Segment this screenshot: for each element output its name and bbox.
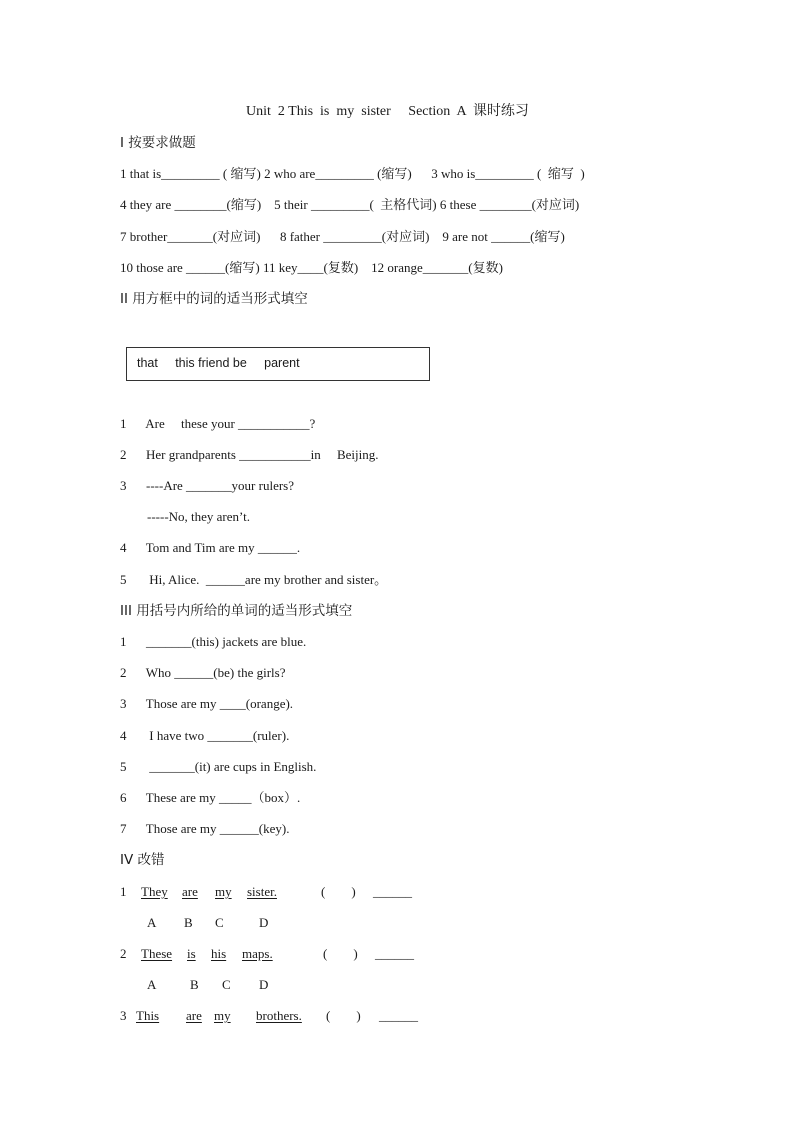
- correction-1-choice-paren: ( ): [321, 884, 356, 899]
- correction-1-number: 1: [120, 884, 127, 899]
- section-1-row-2: 4 they are ________(缩写) 5 their _________( 主格代词) 6 these ________(对应词): [120, 197, 580, 212]
- correction-3-answer-blank: ______: [379, 1008, 418, 1023]
- section-2-heading: II 用方框中的词的适当形式填空: [120, 291, 308, 307]
- correction-1-label-d: D: [259, 915, 269, 930]
- correction-2-label-b: B: [190, 977, 199, 992]
- correction-1-label-c: C: [215, 915, 224, 930]
- word-box: [126, 347, 430, 381]
- section-3-item-1: 1 _______(this) jackets are blue.: [120, 634, 307, 649]
- section-2-item-3: 3 ----Are _______your rulers?: [120, 478, 295, 493]
- section-3-item-7: 7 Those are my ______(key).: [120, 821, 290, 836]
- correction-3-choice-paren: ( ): [326, 1008, 361, 1023]
- section-2-item-4: 4 Tom and Tim are my ______.: [120, 540, 301, 555]
- correction-2-choice-paren: ( ): [323, 946, 358, 961]
- section-1-heading: I 按要求做题: [120, 135, 196, 151]
- section-1-row-4: 10 those are ______(缩写) 11 key____(复数) 12 orange_______(复数): [120, 260, 503, 275]
- correction-2-number: 2: [120, 946, 127, 961]
- section-1-row-3: 7 brother_______(对应词) 8 father _________(对应词) 9 are not ______(缩写): [120, 229, 565, 244]
- correction-2-word-c: his: [211, 946, 227, 961]
- section-3-item-2: 2 Who ______(be) the girls?: [120, 665, 286, 680]
- section-3-heading: III 用括号内所给的单词的适当形式填空: [120, 603, 353, 619]
- word-box-text: that this friend be parent: [137, 356, 300, 370]
- section-2-item-2: 2 Her grandparents ___________in Beijing.: [120, 447, 379, 462]
- correction-1-answer-blank: ______: [373, 884, 412, 899]
- correction-3-word-c: my: [214, 1008, 231, 1023]
- section-3-item-6: 6 These are my _____（box）.: [120, 790, 301, 805]
- correction-1-word-b: are: [182, 884, 198, 899]
- correction-1-word-c: my: [215, 884, 232, 899]
- correction-1-label-a: A: [147, 915, 157, 930]
- correction-2-word-b: is: [187, 946, 196, 961]
- section-3-item-4: 4 I have two _______(ruler).: [120, 728, 290, 743]
- correction-3-number: 3: [120, 1008, 127, 1023]
- correction-2-label-d: D: [259, 977, 269, 992]
- correction-1-word-a: They: [141, 884, 168, 899]
- section-3-item-3: 3 Those are my ____(orange).: [120, 696, 294, 711]
- correction-1-label-b: B: [184, 915, 193, 930]
- correction-2-label-c: C: [222, 977, 231, 992]
- correction-1-word-d: sister.: [247, 884, 277, 899]
- correction-2-word-d: maps.: [242, 946, 273, 961]
- section-4-heading: IV 改错: [120, 852, 165, 868]
- correction-3-word-b: are: [186, 1008, 202, 1023]
- section-3-item-5: 5 _______(it) are cups in English.: [120, 759, 317, 774]
- correction-3-word-a: This: [136, 1008, 160, 1023]
- section-1-row-1: 1 that is_________ ( 缩写) 2 who are_________ (缩写) 3 who is_________ ( 缩写 ): [120, 166, 585, 181]
- correction-2-word-a: These: [141, 946, 173, 961]
- page-title: Unit 2 This is my sister Section A 课时练习: [246, 104, 529, 119]
- correction-2-answer-blank: ______: [375, 946, 414, 961]
- correction-2-label-a: A: [147, 977, 157, 992]
- section-2-item-3-answer: -----No, they aren’t.: [147, 509, 250, 524]
- correction-3-word-d: brothers.: [256, 1008, 302, 1023]
- section-2-item-1: 1 Are these your ___________?: [120, 416, 316, 431]
- section-2-item-5: 5 Hi, Alice. ______are my brother and sister。: [120, 572, 388, 587]
